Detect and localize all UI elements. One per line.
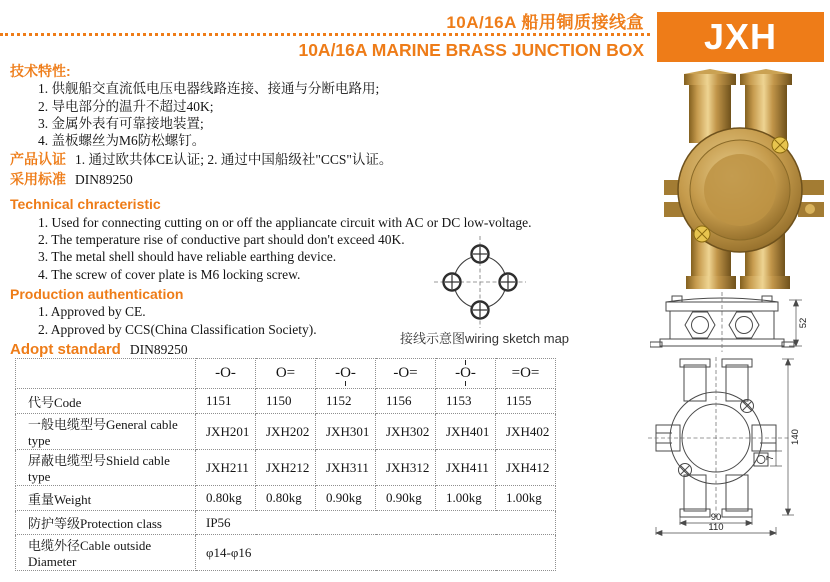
- table-cell: 0.90kg: [316, 486, 376, 511]
- standard-value-en: DIN89250: [129, 341, 188, 357]
- cert-label: 产品认证: [10, 151, 66, 168]
- table-cell: 1.00kg: [436, 486, 496, 511]
- cert-text: 1. 通过欧共体CE认证; 2. 通过中国船级社"CCS"认证。: [75, 152, 393, 168]
- wiring-sketch-caption: 接线示意图wiring sketch map: [400, 331, 570, 346]
- row-label: 电缆外径Cable outside Diameter: [16, 535, 196, 571]
- dimension-label-90: 90: [710, 512, 722, 523]
- dimension-label-52: 52: [798, 317, 809, 329]
- port-symbol-2: O=: [256, 359, 316, 389]
- table-row-code: [16, 389, 556, 414]
- port-symbol-5: -O-: [436, 359, 496, 389]
- row-label: 防护等级Protection class: [16, 511, 196, 535]
- list-item: 1. Approved by CE.: [38, 304, 146, 320]
- list-item: 2. 导电部分的温升不超过40K;: [38, 98, 214, 114]
- table-cell: 1150: [256, 389, 316, 414]
- row-label: 重量Weight: [16, 486, 196, 511]
- table-row-cable-diameter: [16, 535, 556, 571]
- dotted-divider: [0, 33, 650, 36]
- table-cell: JXH201: [196, 414, 256, 450]
- port-symbol-3: -O-: [316, 359, 376, 389]
- table-cell: JXH202: [256, 414, 316, 450]
- standard-label-en: Adopt standard: [10, 340, 121, 358]
- table-cell: 0.80kg: [196, 486, 256, 511]
- table-cell: JXH401: [436, 414, 496, 450]
- port-symbol-6: =O=: [496, 359, 556, 389]
- side-view-drawing: [650, 292, 810, 356]
- table-cell: 1.00kg: [496, 486, 556, 511]
- table-row-general-cable: [16, 414, 556, 450]
- table-cell: JXH312: [376, 450, 436, 486]
- list-item: 1. 供舰船交直流低电压电器线路连接、接通与分断电路用;: [38, 81, 380, 97]
- cert-line: [10, 149, 570, 169]
- page-title-zh: 10A/16A 船用铜质接线盒: [446, 13, 644, 32]
- product-photo: [664, 68, 824, 296]
- table-cell: JXH311: [316, 450, 376, 486]
- port-tick-bottom: [345, 381, 346, 386]
- table-cell: 1151: [196, 389, 256, 414]
- front-view-drawing: [648, 357, 812, 539]
- list-item: 2. Approved by CCS(China Classification Society).: [38, 321, 317, 337]
- tech-en-heading: Technical chracteristic: [10, 196, 161, 213]
- model-badge: JXH: [657, 12, 824, 62]
- table-cell: JXH301: [316, 414, 376, 450]
- table-row-weight: [16, 486, 556, 511]
- table-cell: 1155: [496, 389, 556, 414]
- standard-line-zh: [10, 169, 570, 189]
- table-cell: JXH211: [196, 450, 256, 486]
- header-empty-cell: [16, 359, 196, 389]
- port-tick-bottom: [465, 381, 466, 386]
- port-symbol-4: -O=: [376, 359, 436, 389]
- table-cell: JXH411: [436, 450, 496, 486]
- table-cell: 0.80kg: [256, 486, 316, 511]
- table-cell-span: φ14-φ16: [196, 535, 556, 571]
- table-cell: JXH412: [496, 450, 556, 486]
- table-cell: JXH212: [256, 450, 316, 486]
- dimension-label-110: 110: [708, 522, 724, 533]
- auth-heading: Production authentication: [10, 285, 184, 302]
- table-cell: JXH302: [376, 414, 436, 450]
- row-label: 屏蔽电缆型号Shield cable type: [16, 450, 196, 486]
- table-cell: 1156: [376, 389, 436, 414]
- dimension-label-140: 140: [790, 429, 801, 445]
- table-cell: JXH402: [496, 414, 556, 450]
- tech-zh-heading: 技术特性:: [10, 63, 71, 79]
- row-label: 一般电缆型号General cable type: [16, 414, 196, 450]
- table-cell: 1152: [316, 389, 376, 414]
- list-item: 4. 盖板螺丝为M6防松螺钉。: [38, 133, 206, 149]
- list-item: 3. The metal shell should have reliable earthing device.: [38, 249, 337, 265]
- table-row-protection: [16, 511, 556, 535]
- list-item: 1. Used for connecting cutting on or off the appliancate circuit with AC or DC low-voltage.: [38, 214, 532, 230]
- standard-value-zh: DIN89250: [75, 172, 133, 188]
- spec-table: [15, 358, 556, 571]
- row-label: 代号Code: [16, 389, 196, 414]
- page-title-en: 10A/16A MARINE BRASS JUNCTION BOX: [298, 40, 644, 60]
- table-cell: 0.90kg: [376, 486, 436, 511]
- port-tick-top: [465, 360, 466, 365]
- table-cell: 1153: [436, 389, 496, 414]
- port-symbol-1: -O-: [196, 359, 256, 389]
- list-item: 4. The screw of cover plate is M6 locking screw.: [38, 266, 301, 282]
- standard-label-zh: 采用标准: [10, 171, 66, 188]
- list-item: 3. 金属外表有可靠接地装置;: [38, 115, 204, 131]
- table-header-row: [16, 359, 556, 389]
- dimension-label-7: 7: [765, 455, 776, 461]
- table-row-shield-cable: [16, 450, 556, 486]
- list-item: 2. The temperature rise of conductive part should don't exceed 40K.: [38, 232, 405, 248]
- table-cell-span: IP56: [196, 511, 556, 535]
- wiring-sketch-diagram: [420, 236, 540, 328]
